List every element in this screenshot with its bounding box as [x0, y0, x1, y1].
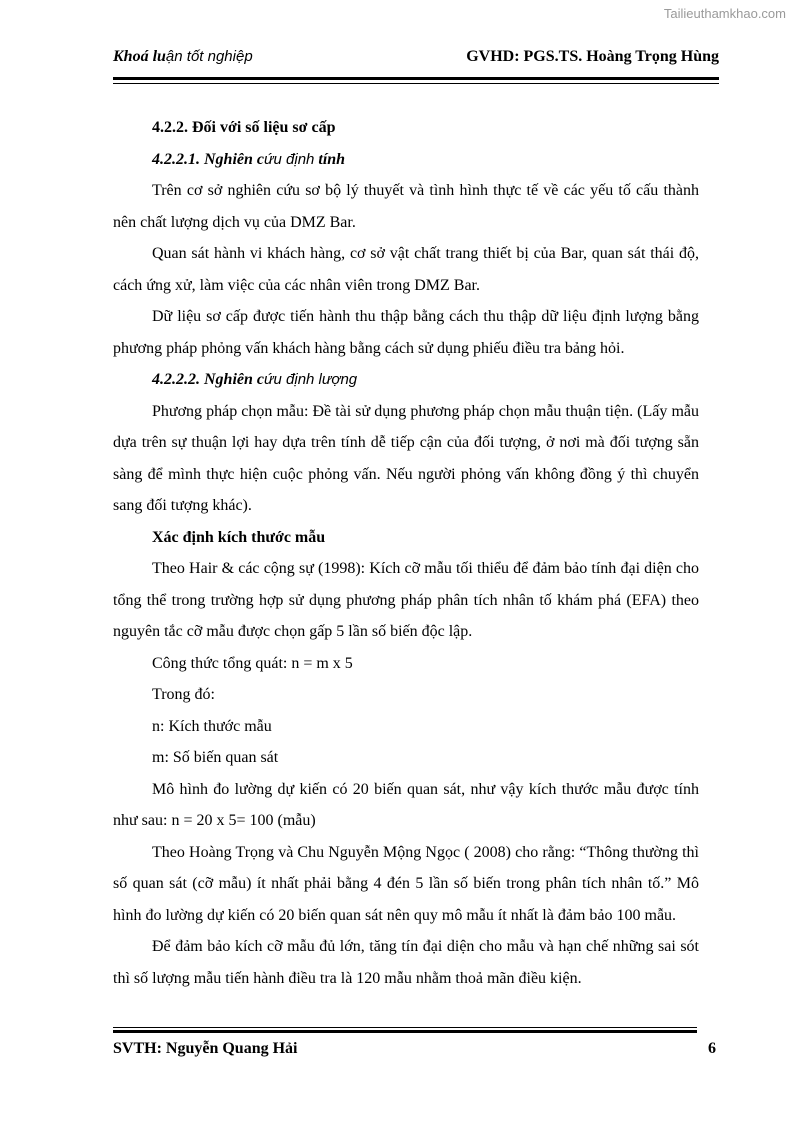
- paragraph-3: Dữ liệu sơ cấp được tiến hành thu thập bằng cách thu thập dữ liệu định lượng bằng phương pháp phỏng vấn khách hàng bằng cách sử dụng phiếu điều tra bảng hỏi.: [113, 308, 699, 357]
- n-definition: n: Kích thước mẫu: [152, 717, 272, 735]
- header-rule: [113, 77, 719, 84]
- paragraph-1: Trên cơ sở nghiên cứu sơ bộ lý thuyết và tình hình thực tế về các yếu tố cấu thành nên chất lượng dịch vụ của DMZ Bar.: [113, 182, 699, 231]
- student-label: SVTH: Nguyễn Quang Hải: [113, 1040, 298, 1057]
- paragraph-7: Theo Hoàng Trọng và Chu Nguyễn Mộng Ngọc ( 2008) cho rằng: “Thông thường thì số quan sát (cỡ mẫu) ít nhất phải bằng 4 đén 5 lần số biến trong phân tích nhân tố.” Mô hình đo lường dự kiến có 20 biến quan sát nên quy mô mẫu ít nhất là đảm bảo 100 mẫu.: [113, 843, 699, 924]
- qualitative-heading-b: ứu định: [264, 150, 315, 168]
- thesis-label: [113, 48, 253, 66]
- watermark: Tailieuthamkhao.com: [663, 6, 786, 21]
- formula-line: Công thức tổng quát: n = m x 5: [152, 654, 353, 672]
- quantitative-heading-b: ứu định lượng: [264, 371, 358, 388]
- footer-rule: [113, 1027, 697, 1033]
- paragraph-8: Để đảm bảo kích cỡ mẫu đủ lớn, tăng tín đại diện cho mẫu và hạn chế những sai sót thì số lượng mẫu tiến hành điều tra là 120 mẫu nhằm thoả mãn điều kiện.: [113, 938, 699, 987]
- paragraph-4: Phương pháp chọn mẫu: Đề tài sử dụng phương pháp chọn mẫu thuận tiện. (Lấy mẫu dựa trên sự thuận lợi hay dựa trên tính dễ tiếp cận của đối tượng, ở nơi mà đối tượng sẵn sàng để mình thực hiện cuộc phỏng vấn. Nếu người phỏng vấn không đồng ý thì chuyển sang đối tượng khác).: [113, 402, 699, 514]
- page-body: [113, 112, 699, 994]
- qualitative-heading: [113, 144, 699, 176]
- qualitative-heading-a: 4.2.2.1. Nghiên c: [152, 150, 264, 168]
- section-heading: 4.2.2. Đối với số liệu sơ cấp: [152, 119, 336, 136]
- qualitative-heading-c: tính: [314, 150, 346, 168]
- supervisor-label: GVHD: PGS.TS. Hoàng Trọng Hùng: [466, 48, 719, 65]
- thesis-label-part-b: ận tốt nghiệp: [165, 48, 253, 65]
- thesis-label-part-a: Khoá lu: [113, 48, 166, 65]
- paragraph-5: Theo Hair & các cộng sự (1998): Kích cỡ mẫu tối thiểu để đảm bảo tính đại diện cho tổng thể trong trường hợp sử dụng phương pháp phân tích nhân tố khám phá (EFA) theo nguyên tắc cỡ mẫu được chọn gấp 5 lần số biến độc lập.: [113, 560, 699, 640]
- quantitative-heading-a: 4.2.2.2. Nghiên c: [152, 371, 264, 388]
- quantitative-heading: [113, 364, 699, 396]
- where-line: Trong đó:: [152, 686, 215, 703]
- m-definition: m: Số biến quan sát: [152, 749, 279, 766]
- sample-size-heading: Xác định kích thước mẫu: [152, 528, 326, 546]
- page-header: [113, 48, 719, 72]
- paragraph-6: Mô hình đo lường dự kiến có 20 biến quan sát, như vậy kích thước mẫu được tính như sau: n = 20 x 5= 100 (mẫu): [113, 780, 699, 829]
- page-number: 6: [708, 1040, 716, 1057]
- paragraph-2: Quan sát hành vi khách hàng, cơ sở vật chất trang thiết bị của Bar, quan sát thái độ, cách ứng xử, làm việc của các nhân viên trong DMZ Bar.: [113, 245, 699, 294]
